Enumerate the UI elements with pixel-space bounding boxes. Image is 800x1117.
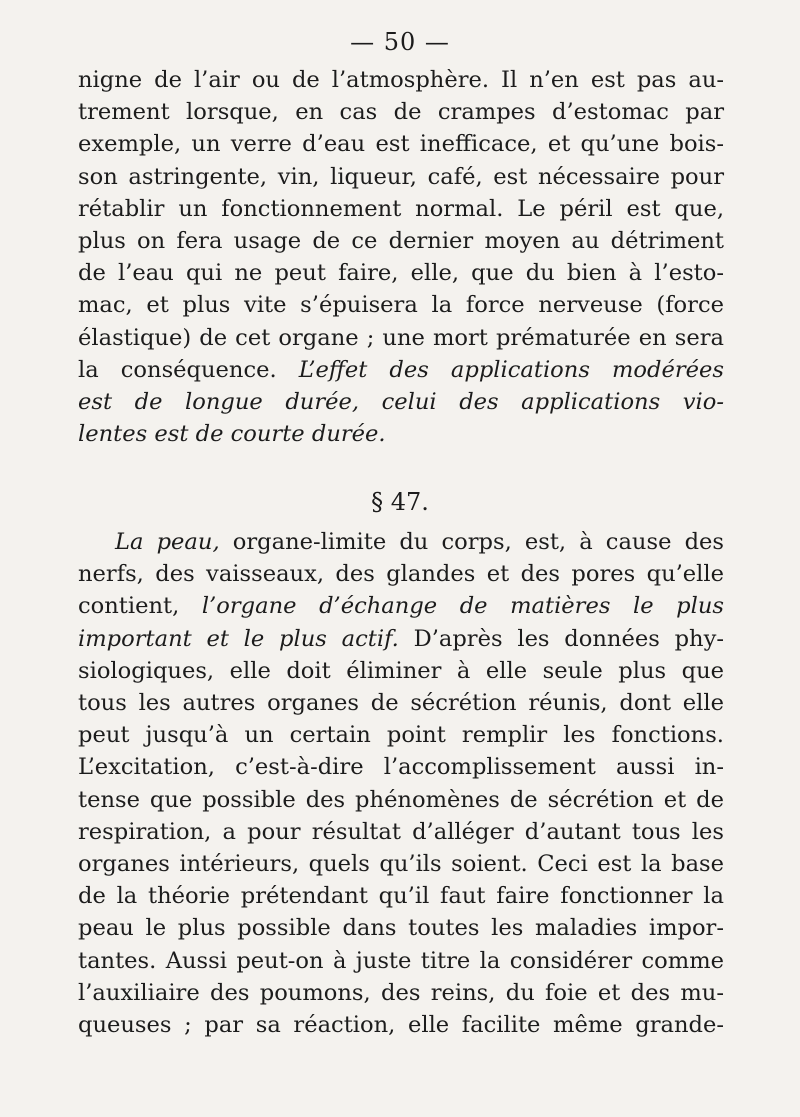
text-line: peau le plus possible dans toutes les maladies impor-	[78, 915, 724, 942]
text-line: de l’eau qui ne peut faire, elle, que du bien à l’esto-	[78, 260, 724, 287]
italic-text: important et le plus actif.	[78, 625, 399, 652]
text-line	[78, 418, 724, 450]
plain-text: D’après les données phy-	[398, 625, 724, 652]
text-line: élastique) de cet organe ; une mort prématurée en sera	[78, 324, 724, 351]
text-line: queuses ; par sa réaction, elle facilite même grande-	[78, 1012, 724, 1039]
paragraph-1	[78, 64, 724, 450]
text-line: nerfs, des vaisseaux, des glandes et des pores qu’elle	[78, 561, 724, 588]
text-line: trement lorsque, en cas de crampes d’estomac par	[78, 99, 724, 126]
text-line: tous les autres organes de sécrétion réunis, dont elle	[78, 690, 724, 717]
text-line: mac, et plus vite s’épuisera la force nerveuse (force	[78, 292, 724, 319]
plain-text: contient,	[78, 593, 202, 620]
text-line: l’auxiliaire des poumons, des reins, du foie et des mu-	[78, 979, 724, 1006]
text-line: organes intérieurs, quels qu’ils soient. Ceci est la base	[78, 851, 724, 878]
text-line: peut jusqu’à un certain point remplir les fonctions.	[78, 722, 724, 749]
text-line	[78, 354, 724, 386]
text-line: plus on fera usage de ce dernier moyen au détriment	[78, 228, 724, 255]
text-line: nigne de l’air ou de l’atmosphère. Il n’en est pas au-	[78, 67, 724, 93]
text-line: de la théorie prétendant qu’il faut faire fonctionner la	[78, 883, 724, 910]
italic-text: est de longue durée, celui des applications vio-	[78, 389, 724, 416]
page-number: — 50 —	[350, 28, 450, 56]
text-line: tense que possible des phénomènes de sécrétion et de	[78, 786, 724, 813]
text-line: exemple, un verre d’eau est inefficace, et qu’une bois-	[78, 131, 724, 158]
text-line	[78, 526, 724, 558]
paragraph-2	[78, 526, 724, 1041]
text-line: rétablir un fonctionnement normal. Le péril est que,	[78, 195, 724, 222]
plain-text: organe-limite du corps, est, à cause des	[219, 529, 724, 555]
text-line: tantes. Aussi peut-on à juste titre la considérer comme	[78, 947, 724, 974]
text-line: son astringente, vin, liqueur, café, est nécessaire pour	[78, 163, 724, 190]
text-line	[78, 386, 724, 418]
text-line	[78, 623, 724, 655]
text-line: siologiques, elle doit éliminer à elle seule plus que	[78, 657, 724, 684]
italic-text: l’organe d’échange de matières le plus	[201, 593, 724, 620]
text-line: L’excitation, c’est-à-dire l’accomplissement aussi in-	[78, 754, 724, 781]
text-line: respiration, a pour résultat d’alléger d’autant tous les	[78, 818, 724, 845]
plain-text: la conséquence.	[78, 356, 299, 383]
section-heading: § 47.	[371, 488, 429, 516]
italic-text: lentes est de courte durée.	[78, 421, 386, 448]
text-line	[78, 590, 724, 622]
italic-text: L’effet des applications modérées	[298, 356, 724, 383]
italic-text: La peau,	[115, 529, 220, 555]
